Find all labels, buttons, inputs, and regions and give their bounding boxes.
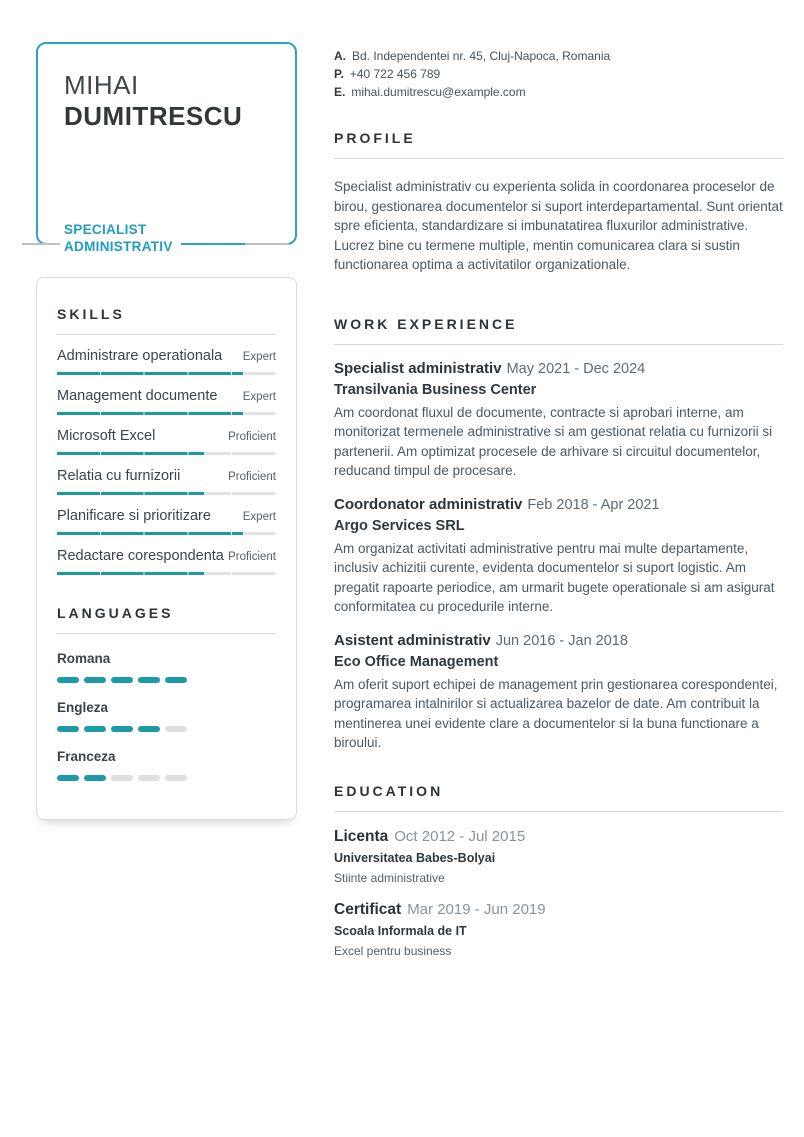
skill-line	[57, 548, 276, 564]
skill-row	[57, 348, 276, 375]
skill-row	[57, 548, 276, 575]
name-card	[36, 42, 297, 254]
skill-progress-track	[57, 492, 276, 495]
language-row	[57, 651, 276, 683]
contact-line	[334, 83, 783, 101]
skill-progress-track	[57, 412, 276, 415]
tagline-line-1: SPECIALIST	[64, 222, 147, 237]
job-dates: May 2021 - Dec 2024	[506, 360, 646, 377]
education-degree: Licenta	[334, 827, 389, 845]
right-column	[334, 42, 783, 958]
job-title: Specialist administrativ	[334, 359, 502, 377]
contact-line	[334, 47, 783, 65]
skill-name: Administrare operationala	[57, 348, 223, 364]
language-pill-empty	[165, 726, 187, 732]
language-pill-filled	[57, 775, 79, 781]
job-title-line	[334, 360, 783, 378]
job-entry	[334, 360, 783, 481]
work-divider	[334, 344, 783, 345]
education-degree-line	[334, 901, 783, 919]
work-experience-section	[334, 316, 783, 753]
language-pill-filled	[84, 775, 106, 781]
skill-progress-track	[57, 572, 276, 575]
education-heading: EDUCATION	[334, 782, 444, 799]
skill-line	[57, 468, 276, 484]
language-name: Engleza	[57, 700, 109, 715]
language-pill-filled	[84, 726, 106, 732]
contact-block	[334, 47, 783, 101]
skill-row	[57, 388, 276, 415]
language-pill-filled	[57, 726, 79, 732]
education-dates: Mar 2019 - Jun 2019	[407, 900, 546, 918]
language-pill-empty	[165, 775, 187, 781]
sidebar-card	[36, 277, 297, 820]
job-title-line	[334, 496, 783, 514]
education-school: Scoala Informala de IT	[334, 923, 467, 938]
language-pill-filled	[138, 726, 160, 732]
job-dates: Jun 2016 - Jan 2018	[495, 632, 628, 649]
contact-line	[334, 65, 783, 83]
language-pill-empty	[111, 775, 133, 781]
skill-name: Microsoft Excel	[57, 428, 156, 444]
contact-value: +40 722 456 789	[349, 67, 441, 81]
language-pill-filled	[84, 677, 106, 683]
first-name: MIHAI	[64, 70, 139, 100]
skill-progress-fill	[57, 412, 243, 415]
language-pill-empty	[138, 775, 160, 781]
skill-name: Redactare corespondenta	[57, 548, 224, 564]
contact-value: Bd. Independentei nr. 45, Cluj-Napoca, Romania	[352, 49, 611, 63]
profile-text: Specialist administrativ cu experienta solida in coordonarea proceselor de birou, gestionarea documentelor si suport interdepartamental. Sunt orientat spre eficienta, standardizare si imbunatatirea fluxurilor administrative. Lucrez bine cu termene multiple, mentin comunicarea clara si sustin functionarea optima a activitatilor organizationale.	[334, 179, 783, 272]
skill-line	[57, 388, 276, 404]
left-column	[36, 42, 297, 958]
education-degree-line	[334, 828, 783, 846]
languages-section	[57, 605, 276, 781]
languages-divider	[57, 633, 276, 634]
language-pill-filled	[111, 677, 133, 683]
job-title: Asistent administrativ	[334, 631, 491, 649]
education-entry	[334, 828, 783, 885]
language-row	[57, 700, 276, 732]
skill-row	[57, 428, 276, 455]
job-title: Coordonator administrativ	[334, 495, 523, 513]
decorative-dash-right	[245, 243, 289, 245]
profile-divider	[334, 158, 783, 159]
job-company: Eco Office Management	[334, 653, 499, 670]
language-level-pills	[57, 677, 276, 683]
language-pill-filled	[138, 677, 160, 683]
job-company: Transilvania Business Center	[334, 381, 537, 398]
education-entry	[334, 901, 783, 958]
education-field: Stiinte administrative	[334, 870, 445, 885]
languages-list	[57, 651, 276, 781]
language-pill-filled	[165, 677, 187, 683]
contact-prefix: E.	[334, 85, 346, 99]
skill-level-label: Expert	[242, 351, 276, 363]
skill-line	[57, 348, 276, 364]
tagline-line-2: ADMINISTRATIV	[64, 238, 173, 254]
skill-progress-track	[57, 532, 276, 535]
job-company: Argo Services SRL	[334, 517, 465, 534]
skill-progress-track	[57, 372, 276, 375]
work-experience-heading: WORK EXPERIENCE	[334, 315, 518, 332]
language-level-pills	[57, 726, 276, 732]
job-title-line	[334, 632, 783, 650]
skill-row	[57, 508, 276, 535]
skill-name: Management documente	[57, 388, 218, 404]
skill-level-label: Expert	[242, 391, 276, 403]
skills-heading: SKILLS	[57, 306, 125, 322]
language-name: Franceza	[57, 749, 116, 764]
job-description: Am organizat activitati administrative pentru mai multe departamente, inclusiv achizitii curente, evidenta documentelor si suport logistic. Am pregatit rapoarte periodice, am urmarit bugete operationale si am asigurat conformitatea cu procedurile interne.	[334, 540, 775, 614]
skill-line	[57, 508, 276, 524]
skill-line	[57, 428, 276, 444]
skill-progress-fill	[57, 372, 243, 375]
skill-progress-track	[57, 452, 276, 455]
skills-list	[57, 348, 276, 575]
language-level-pills	[57, 775, 276, 781]
skill-name: Planificare si prioritizare	[57, 508, 211, 524]
contact-value: mihai.dumitrescu@example.com	[351, 85, 526, 99]
language-pill-filled	[111, 726, 133, 732]
profile-heading: PROFILE	[334, 130, 416, 146]
job-entry	[334, 632, 783, 753]
profile-section	[334, 130, 783, 275]
skill-progress-fill	[57, 532, 243, 535]
job-description: Am oferit suport echipei de management prin gestionarea corespondentei, programarea intalnirilor si actualizarea bazelor de date. Am contribuit la mentinerea unei evidente clare a documentelor si la buna functionare a biroului.	[334, 676, 778, 750]
job-description: Am coordonat fluxul de documente, contracte si aprobari interne, am monitorizat termenele administrative si am gestionat relatia cu furnizorii si partenerii. Am optimizat procesele de arhivare si circuitul documentelor, reducand timpul de procesare.	[334, 404, 773, 478]
language-row	[57, 749, 276, 781]
education-dates: Oct 2012 - Jul 2015	[394, 827, 526, 845]
skill-level-label: Proficient	[228, 431, 276, 443]
job-list	[334, 360, 783, 753]
job-entry	[334, 496, 783, 617]
contact-prefix: A.	[334, 49, 346, 63]
skill-name: Relatia cu furnizorii	[57, 468, 181, 484]
skill-progress-fill	[57, 572, 204, 575]
job-dates: Feb 2018 - Apr 2021	[527, 496, 660, 513]
education-list	[334, 828, 783, 958]
skill-row	[57, 468, 276, 495]
education-school: Universitatea Babes-Bolyai	[334, 850, 496, 865]
language-pill-filled	[57, 677, 79, 683]
skill-level-label: Proficient	[228, 551, 276, 563]
skills-divider	[57, 334, 276, 335]
skill-progress-fill	[57, 452, 204, 455]
job-tagline	[60, 220, 181, 255]
education-section	[334, 783, 783, 958]
language-name: Romana	[57, 651, 111, 666]
contact-prefix: P.	[334, 67, 344, 81]
skill-progress-fill	[57, 492, 204, 495]
education-field: Excel pentru business	[334, 943, 452, 958]
languages-heading: LANGUAGES	[57, 605, 174, 621]
education-degree: Certificat	[334, 900, 402, 918]
education-divider	[334, 811, 783, 812]
last-name: DUMITRESCU	[64, 101, 243, 131]
skill-level-label: Proficient	[228, 471, 276, 483]
skill-level-label: Expert	[242, 511, 276, 523]
